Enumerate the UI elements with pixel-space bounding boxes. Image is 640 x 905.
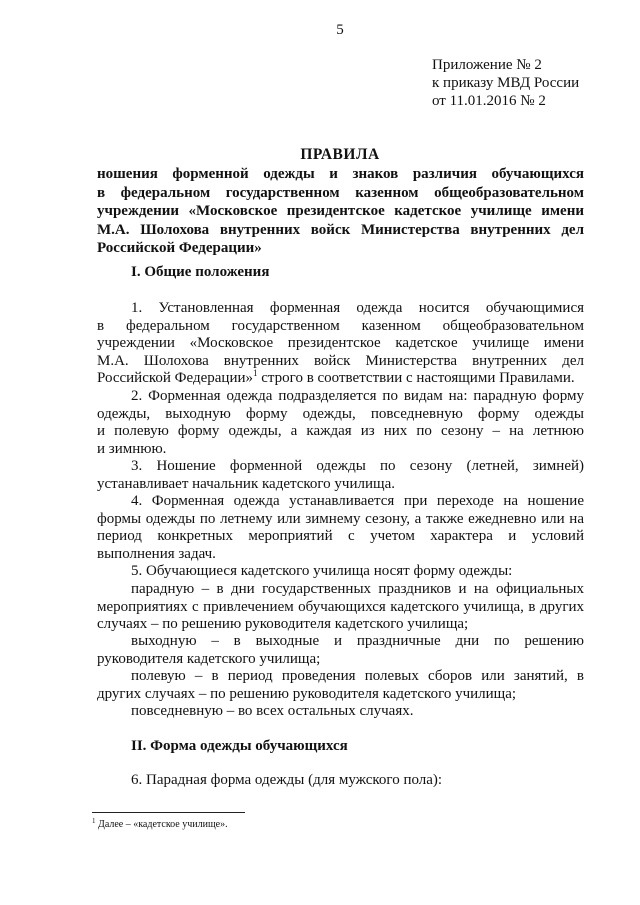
paragraph-line: М.А. Шолохова внутренних войск Министерства внутренних дел <box>97 352 584 369</box>
paragraph-line: полевую – в период проведения полевых сборов или занятий, в <box>131 668 584 684</box>
paragraph-line: руководителя кадетского училища; <box>97 650 321 667</box>
footnote-text: Далее – «кадетское училище». <box>95 819 228 830</box>
appendix-line: Приложение № 2 <box>432 57 542 73</box>
paragraph-1 <box>97 300 584 388</box>
paragraph-line: и зимнюю. <box>97 440 167 457</box>
page-number: 5 <box>336 22 344 38</box>
footnote-mark: 1 <box>92 817 96 825</box>
paragraph-line: других случаях – по решению руководителя кадетского училища; <box>97 685 517 702</box>
footnote-reference: 1 <box>253 368 258 379</box>
subtitle-line: М.А. Шолохова внутренних войск Министерства внутренних дел <box>97 221 584 238</box>
paragraph-line: мероприятиях с привлечением обучающихся кадетского училища, в других <box>97 598 584 615</box>
subtitle-line: ношения форменной одежды и знаков различия обучающихся <box>97 166 584 182</box>
paragraph-line: и полевую форму одежды, а каждая из них по сезону – на летнюю <box>97 423 584 440</box>
paragraph-5-weekend <box>97 633 584 668</box>
paragraph-5-parade <box>97 581 584 634</box>
subtitle-line: в федеральном государственном казенном общеобразовательном <box>97 184 584 201</box>
paragraph-line: одежды, выходную форму одежды, повседневную форму одежды <box>97 405 584 422</box>
paragraph-line: учреждении «Московское президентское кадетское училище имени <box>97 335 584 352</box>
paragraph-line: 6. Парадная форма одежды (для мужского пола): <box>131 772 443 788</box>
appendix-line: к приказу МВД России <box>432 75 580 91</box>
paragraph-5-daily <box>97 703 584 721</box>
paragraph-line: устанавливает начальник кадетского училища. <box>97 475 395 492</box>
paragraph-line: 2. Форменная одежда подразделяется по видам на: парадную форму <box>131 388 584 404</box>
section-heading-general: I. Общие положения <box>131 264 270 280</box>
paragraph-5 <box>97 563 584 581</box>
paragraph-line <box>97 370 584 388</box>
paragraph-line: повседневную – во всех остальных случаях. <box>131 703 414 719</box>
paragraph-line: период конкретных мероприятий с учетом характера и условий <box>97 528 584 545</box>
paragraph-line: 4. Форменная одежда устанавливается при переходе на ношение <box>131 493 584 509</box>
paragraph-6 <box>97 772 584 790</box>
subtitle-line: учреждении «Московское президентское кадетское училище имени <box>97 203 584 219</box>
paragraph-text: строго в соответствии с настоящими Правилами. <box>257 370 575 387</box>
appendix-block <box>432 56 579 110</box>
paragraph-line: выполнения задач. <box>97 545 216 562</box>
paragraph-line: 5. Обучающиеся кадетского училища носят форму одежды: <box>131 563 513 579</box>
footnote <box>92 819 228 830</box>
paragraph-3 <box>97 458 584 493</box>
paragraph-line: 3. Ношение форменной одежды по сезону (летней, зимней) <box>131 458 584 474</box>
paragraph-2 <box>97 388 584 458</box>
section-heading-uniform: II. Форма одежды обучающихся <box>131 738 348 754</box>
paragraph-line: формы одежды по летнему или зимнему сезону, а также ежедневно или на <box>97 510 584 527</box>
document-subtitle <box>97 165 584 258</box>
document-title: ПРАВИЛА <box>300 146 380 163</box>
paragraph-5-field <box>97 668 584 703</box>
paragraph-line: в федеральном государственном казенном общеобразовательном <box>97 317 584 334</box>
paragraph-line: парадную – в дни государственных праздников и на официальных <box>131 581 584 597</box>
subtitle-line: Российской Федерации» <box>97 240 262 256</box>
paragraph-line: выходную – в выходные и праздничные дни по решению <box>131 633 584 649</box>
footnote-divider <box>92 812 245 813</box>
appendix-line: от 11.01.2016 № 2 <box>432 93 546 109</box>
paragraph-line: 1. Установленная форменная одежда носится обучающимися <box>131 300 584 316</box>
paragraph-text: Российской Федерации» <box>97 370 254 387</box>
paragraph-4 <box>97 493 584 563</box>
paragraph-line: случаях – по решению руководителя кадетского училища; <box>97 616 469 633</box>
